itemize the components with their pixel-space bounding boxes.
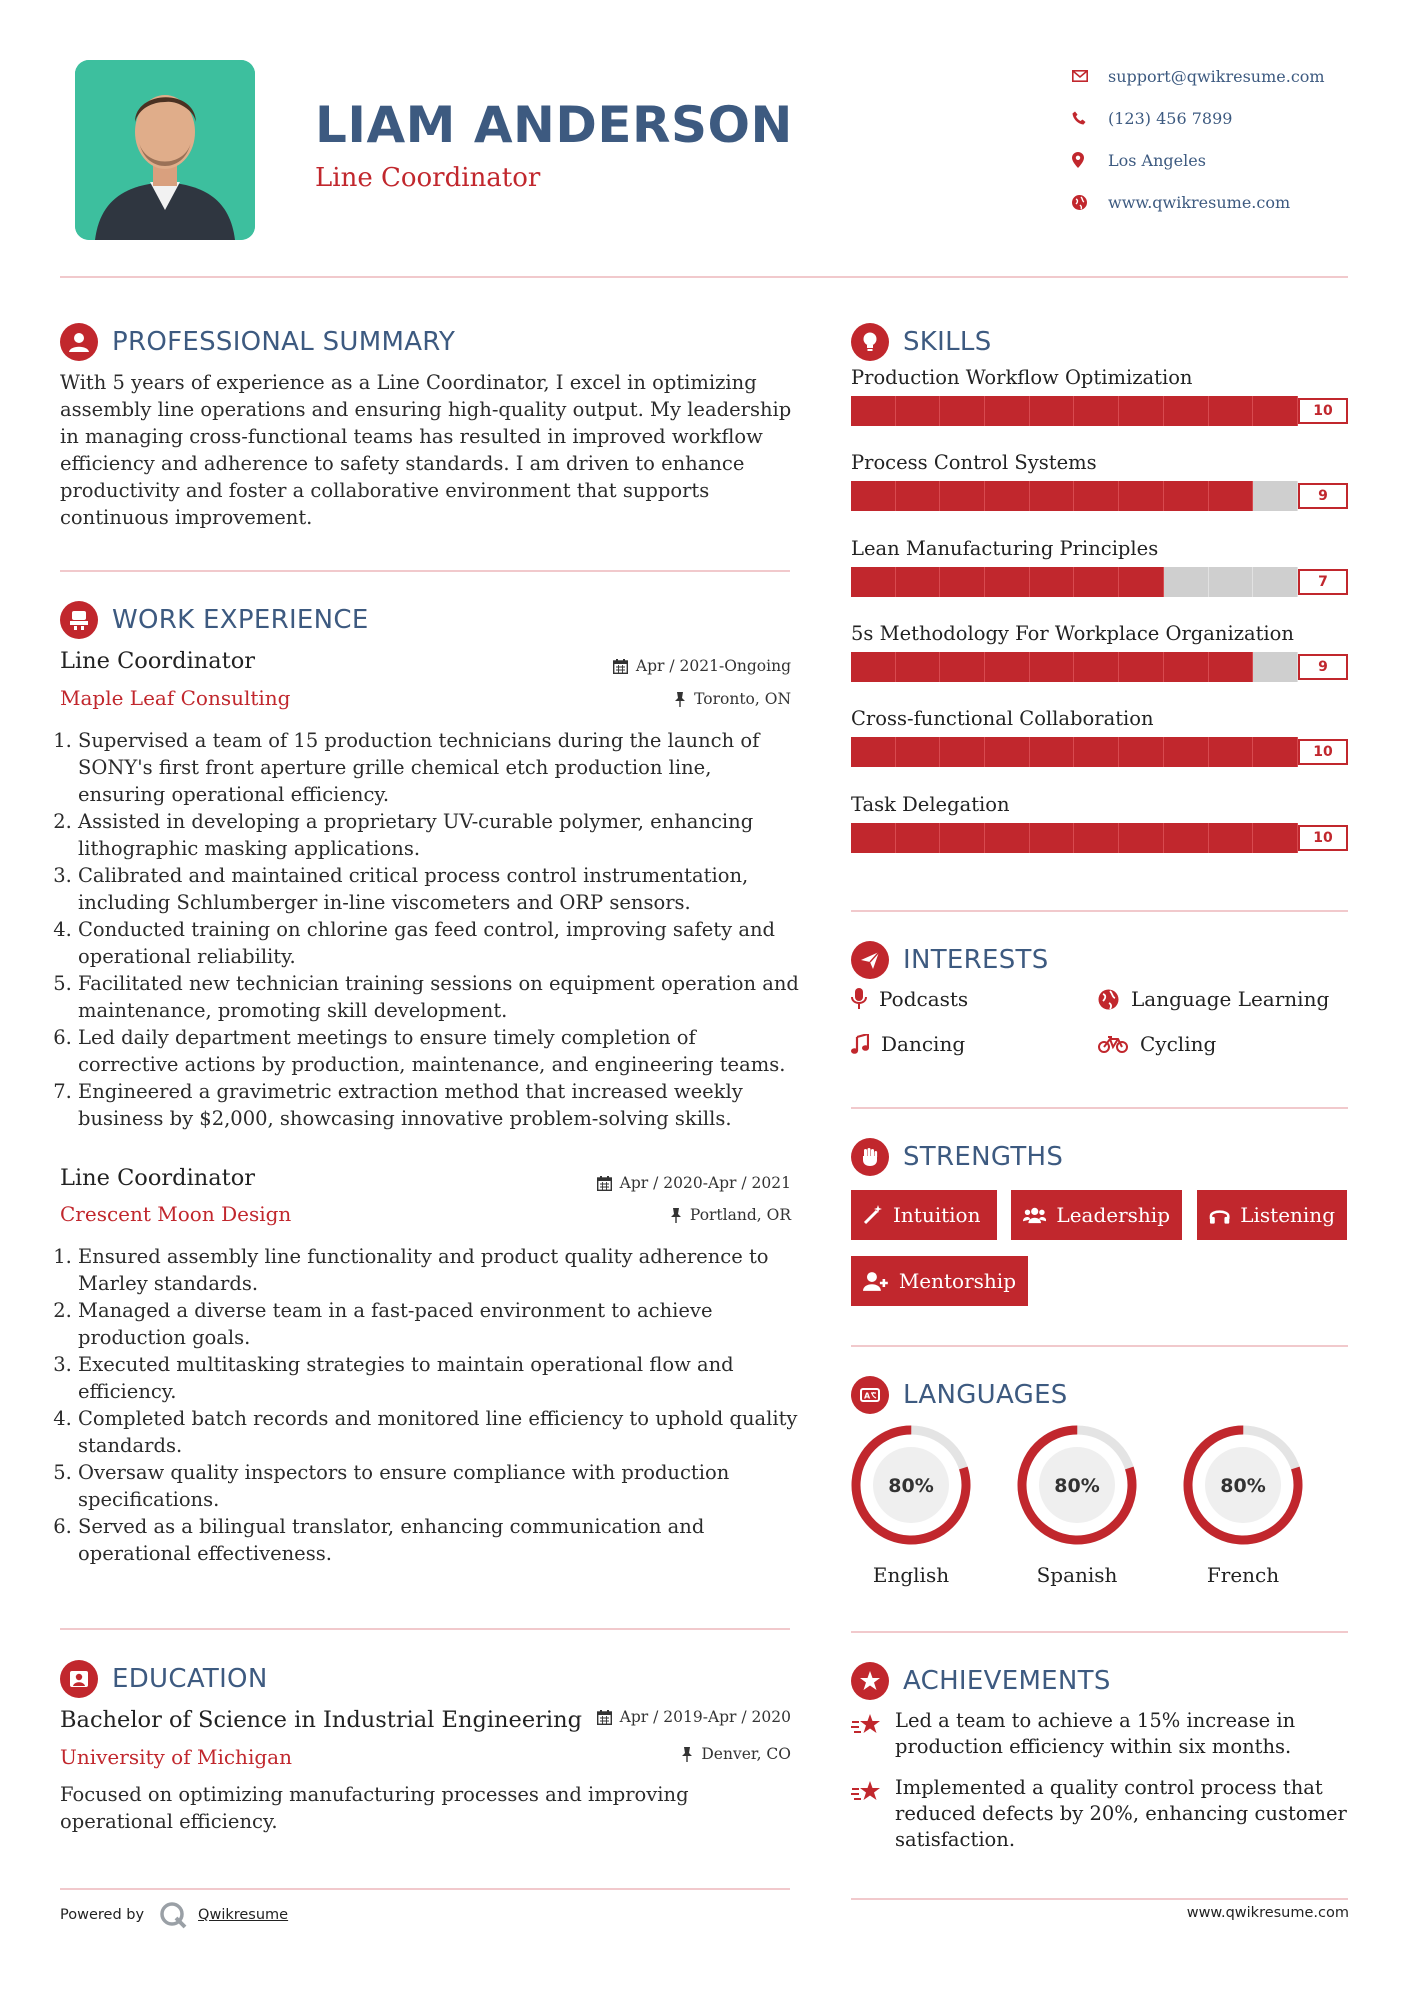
list-item: 6. Served as a bilingual translator, enhancing communication and operational effectiveness.	[78, 1513, 800, 1567]
skill-level-segment	[1253, 652, 1298, 682]
achievement-item: Implemented a quality control process that reduced defects by 20%, enhancing customer satisfaction.	[851, 1775, 1351, 1853]
list-item: 4. Completed batch records and monitored line efficiency to uphold quality standards.	[78, 1405, 800, 1459]
interest-language-learning: Language Learning	[1098, 987, 1329, 1011]
interest-dancing: Dancing	[851, 1032, 965, 1056]
skills-heading: SKILLS	[851, 323, 992, 361]
skill-level-segment	[1030, 652, 1075, 682]
skill-level-segment	[1119, 823, 1164, 853]
skill-level-segment	[1209, 652, 1254, 682]
skill-level-segment	[985, 481, 1030, 511]
skill-level-segment	[1074, 823, 1119, 853]
skill-level-bar	[851, 481, 1348, 511]
job-dates: Apr / 2021-Ongoing	[560, 657, 791, 675]
skill-name: Cross-functional Collaboration	[851, 707, 1154, 731]
briefcase-icon	[60, 601, 98, 639]
list-item: 4. Conducted training on chlorine gas feed control, improving safety and operational reliability.	[78, 916, 800, 970]
skill-level-segment	[896, 737, 941, 767]
calendar-icon	[613, 659, 628, 674]
achievement-item: Led a team to achieve a 15% increase in production efficiency within six months.	[851, 1708, 1351, 1760]
language-level-label: 80%	[1054, 1475, 1100, 1497]
users-icon	[1023, 1205, 1046, 1225]
skill-score: 10	[1298, 825, 1348, 851]
strength-tag-intuition: Intuition	[851, 1190, 997, 1240]
skill-level-segment	[1030, 396, 1075, 426]
qwikresume-logo-icon	[158, 1900, 188, 1930]
list-item: 7. Engineered a gravimetric extraction method that increased weekly business by $2,000, showcasing innovative problem-solving skills.	[78, 1078, 800, 1132]
skill-level-segment	[1164, 481, 1209, 511]
job-duties	[60, 727, 800, 1132]
pushpin-icon	[681, 1747, 693, 1762]
job-location: Toronto, ON	[560, 690, 791, 708]
skill-item	[851, 622, 1348, 682]
list-item: 6. Led daily department meetings to ensure timely completion of corrective actions by production, maintenance, and engineering teams.	[78, 1024, 800, 1078]
contact-email[interactable]: support@qwikresume.com	[1072, 55, 1392, 97]
skill-level-segment	[1164, 823, 1209, 853]
skill-level-segment	[940, 823, 985, 853]
envelope-icon	[1072, 70, 1108, 82]
strengths-heading: STRENGTHS	[851, 1138, 1063, 1176]
skill-level-segment	[1119, 481, 1164, 511]
language-item	[1181, 1423, 1305, 1587]
user-plus-icon	[863, 1271, 889, 1291]
skill-level-segment	[1074, 737, 1119, 767]
skill-level-segment	[1253, 737, 1298, 767]
translate-icon	[851, 1376, 889, 1414]
company-name: Crescent Moon Design	[60, 1202, 292, 1226]
interest-cycling: Cycling	[1098, 1032, 1216, 1056]
paper-plane-icon	[851, 941, 889, 979]
skill-level-segment	[985, 823, 1030, 853]
skill-level-bar	[851, 396, 1348, 426]
language-level-ring	[1015, 1423, 1139, 1547]
list-item: 2. Assisted in developing a proprietary UV-curable polymer, enhancing lithographic masking applications.	[78, 808, 800, 862]
skill-level-segment	[1119, 396, 1164, 426]
skill-level-segment	[851, 737, 896, 767]
contact-phone[interactable]: (123) 456 7899	[1072, 97, 1392, 139]
language-level-ring	[1181, 1423, 1305, 1547]
language-item	[1015, 1423, 1139, 1587]
skill-level-segment	[1253, 823, 1298, 853]
qwikresume-link[interactable]: Qwikresume	[198, 1907, 289, 1923]
skill-level-bar	[851, 567, 1348, 597]
skill-level-segment	[851, 652, 896, 682]
language-item	[849, 1423, 973, 1587]
skill-level-bar	[851, 652, 1348, 682]
skill-level-segment	[851, 823, 896, 853]
skill-level-segment	[940, 396, 985, 426]
skill-level-segment	[1253, 481, 1298, 511]
school-name: University of Michigan	[60, 1745, 292, 1769]
skill-level-segment	[985, 396, 1030, 426]
summary-heading: PROFESSIONAL SUMMARY	[60, 323, 455, 361]
skill-level-bar	[851, 737, 1348, 767]
skill-level-bar	[851, 823, 1348, 853]
powered-by: Powered by Qwikresume	[60, 1900, 288, 1930]
pushpin-icon	[670, 1208, 682, 1223]
job-duties	[60, 1243, 800, 1567]
skill-level-segment	[985, 737, 1030, 767]
skill-score: 10	[1298, 398, 1348, 424]
education-heading: EDUCATION	[60, 1660, 268, 1698]
music-icon	[851, 1034, 869, 1054]
languages-divider	[851, 1631, 1348, 1633]
skill-level-segment	[985, 567, 1030, 597]
skill-level-segment	[1209, 481, 1254, 511]
skill-level-segment	[896, 652, 941, 682]
company-name: Maple Leaf Consulting	[60, 686, 291, 710]
bicycle-icon	[1098, 1035, 1128, 1053]
globe-icon	[1098, 989, 1119, 1010]
interest-podcasts: Podcasts	[851, 987, 968, 1011]
skill-name: Lean Manufacturing Principles	[851, 536, 1159, 560]
star-badge-icon	[851, 1662, 889, 1700]
profile-photo	[75, 60, 255, 240]
footer-divider-left	[60, 1888, 790, 1890]
skill-level-segment	[896, 823, 941, 853]
skill-item	[851, 366, 1348, 426]
skill-score: 10	[1298, 739, 1348, 765]
contact-location: Los Angeles	[1072, 139, 1392, 181]
skill-level-segment	[1030, 737, 1075, 767]
skill-item	[851, 451, 1348, 511]
list-item: 2. Managed a diverse team in a fast-paced environment to achieve production goals.	[78, 1297, 800, 1351]
microphone-icon	[851, 988, 867, 1010]
headphones-icon	[1209, 1205, 1230, 1225]
globe-icon	[1072, 195, 1108, 210]
languages-heading: A LANGUAGES	[851, 1376, 1068, 1414]
calendar-icon	[597, 1710, 612, 1725]
skill-level-segment	[1030, 481, 1075, 511]
language-name: English	[872, 1563, 950, 1587]
skill-name: Task Delegation	[851, 792, 1010, 816]
education-location: Denver, CO	[560, 1745, 791, 1763]
skill-level-segment	[1030, 823, 1075, 853]
contact-list	[1072, 55, 1392, 223]
skill-level-segment	[1074, 481, 1119, 511]
skills-divider	[851, 910, 1348, 912]
user-icon	[60, 323, 98, 361]
language-level-label: 80%	[1220, 1475, 1266, 1497]
skill-level-segment	[1074, 567, 1119, 597]
skill-level-segment	[851, 481, 896, 511]
skill-level-segment	[1164, 652, 1209, 682]
interests-heading: INTERESTS	[851, 941, 1049, 979]
graduation-icon	[60, 1660, 98, 1698]
fist-icon	[851, 1138, 889, 1176]
experience-heading: WORK EXPERIENCE	[60, 601, 369, 639]
list-item: 1. Supervised a team of 15 production technicians during the launch of SONY's first front aperture grille chemical etch production line, ensuring operational efficiency.	[78, 727, 800, 808]
shooting-star-icon	[851, 1775, 895, 1853]
skill-level-segment	[940, 737, 985, 767]
strength-tag-mentorship: Mentorship	[851, 1256, 1028, 1306]
map-marker-icon	[1072, 152, 1108, 168]
skill-level-segment	[1209, 823, 1254, 853]
skill-level-segment	[851, 567, 896, 597]
skill-level-segment	[985, 652, 1030, 682]
skill-level-segment	[851, 396, 896, 426]
education-text: Focused on optimizing manufacturing processes and improving operational efficiency.	[60, 1783, 689, 1833]
degree-title: Bachelor of Science in Industrial Engineering	[60, 1707, 583, 1733]
strengths-divider	[851, 1345, 1348, 1347]
skill-name: Production Workflow Optimization	[851, 366, 1193, 389]
strength-tag-leadership: Leadership	[1011, 1190, 1182, 1240]
language-level-ring	[849, 1423, 973, 1547]
footer-divider-right	[851, 1898, 1348, 1900]
skill-level-segment	[896, 567, 941, 597]
language-name: Spanish	[1036, 1563, 1118, 1587]
job-title: Line Coordinator	[60, 648, 256, 674]
skill-item	[851, 537, 1348, 597]
interests-divider	[851, 1107, 1348, 1109]
list-item: 3. Executed multitasking strategies to maintain operational flow and efficiency.	[78, 1351, 800, 1405]
calendar-icon	[597, 1176, 612, 1191]
shooting-star-icon	[851, 1708, 895, 1760]
candidate-name: LIAM ANDERSON	[315, 96, 793, 154]
candidate-role: Line Coordinator	[315, 163, 541, 193]
pushpin-icon	[674, 692, 686, 707]
summary-text: With 5 years of experience as a Line Coordinator, I excel in optimizing assembly line operations and ensuring high-quality output. My leadership in managing cross-functional teams has resulted in improved workflow efficiency and adherence to safety standards. I am driven to enhance productivity and foster a collaborative environment that supports continuous improvement.	[60, 371, 792, 529]
skill-name: 5s Methodology For Workplace Organization	[851, 621, 1294, 645]
skill-level-segment	[1164, 396, 1209, 426]
skill-level-segment	[1119, 652, 1164, 682]
skill-level-segment	[1164, 737, 1209, 767]
skill-level-segment	[1030, 567, 1075, 597]
skill-level-segment	[940, 481, 985, 511]
skill-name: Process Control Systems	[851, 451, 1097, 475]
footer-url[interactable]: www.qwikresume.com	[1186, 1905, 1349, 1921]
phone-icon	[1072, 111, 1108, 125]
skill-level-segment	[1209, 396, 1254, 426]
skill-level-segment	[1209, 737, 1254, 767]
language-level-label: 80%	[888, 1475, 934, 1497]
language-name: French	[1206, 1563, 1280, 1587]
education-dates: Apr / 2019-Apr / 2020	[560, 1708, 791, 1726]
header-divider	[60, 276, 1348, 278]
skill-level-segment	[1253, 567, 1298, 597]
contact-website[interactable]: www.qwikresume.com	[1072, 181, 1392, 223]
job-dates: Apr / 2020-Apr / 2021	[560, 1174, 791, 1192]
magic-wand-icon	[863, 1205, 883, 1225]
skill-score: 7	[1298, 569, 1348, 595]
skill-item	[851, 793, 1348, 853]
achievements-heading: ACHIEVEMENTS	[851, 1662, 1111, 1700]
skill-level-segment	[1253, 396, 1298, 426]
skill-level-segment	[1074, 396, 1119, 426]
summary-divider	[60, 570, 790, 572]
job-title: Line Coordinator	[60, 1165, 256, 1191]
skill-item	[851, 707, 1348, 767]
skill-level-segment	[940, 652, 985, 682]
skill-score: 9	[1298, 483, 1348, 509]
svg-text:A: A	[864, 1391, 871, 1401]
list-item: 5. Oversaw quality inspectors to ensure compliance with production specifications.	[78, 1459, 800, 1513]
skill-level-segment	[896, 396, 941, 426]
strength-tag-listening: Listening	[1197, 1190, 1347, 1240]
list-item: 1. Ensured assembly line functionality and product quality adherence to Marley standards.	[78, 1243, 800, 1297]
skill-level-segment	[940, 567, 985, 597]
skill-score: 9	[1298, 654, 1348, 680]
experience-divider	[60, 1628, 790, 1630]
skill-level-segment	[1119, 567, 1164, 597]
job-location: Portland, OR	[560, 1206, 791, 1224]
skill-level-segment	[1074, 652, 1119, 682]
list-item: 5. Facilitated new technician training sessions on equipment operation and maintenance, promoting skill development.	[78, 970, 800, 1024]
skill-level-segment	[896, 481, 941, 511]
skill-level-segment	[1164, 567, 1209, 597]
lightbulb-icon	[851, 323, 889, 361]
list-item: 3. Calibrated and maintained critical process control instrumentation, including Schlumberger in-line viscometers and ORP sensors.	[78, 862, 800, 916]
skill-level-segment	[1209, 567, 1254, 597]
skill-level-segment	[1119, 737, 1164, 767]
